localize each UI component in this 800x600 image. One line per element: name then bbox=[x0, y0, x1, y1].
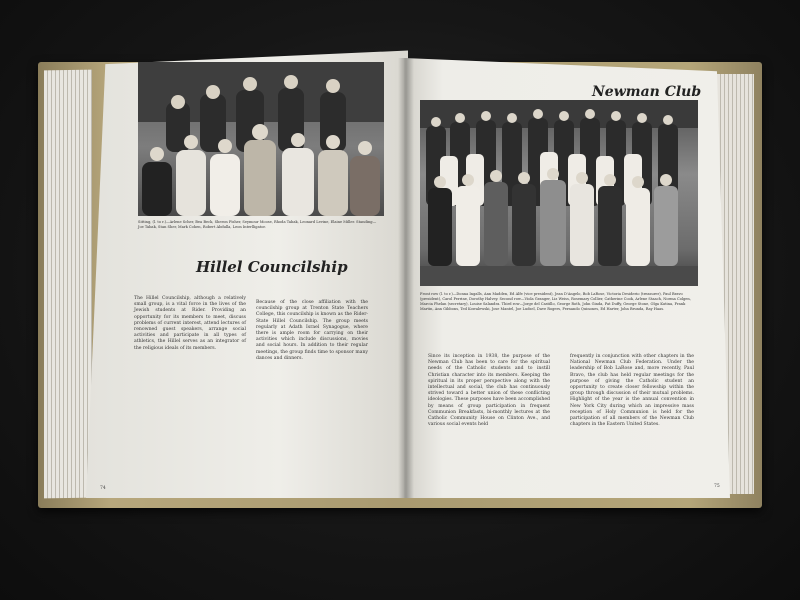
newman-photo-figures bbox=[420, 100, 698, 286]
right-page-number: 75 bbox=[714, 484, 720, 489]
newman-group-photo bbox=[420, 100, 698, 286]
hillel-photo-caption: Sitting, (l. to r.)—Arlene Scher, Bea Beck, Sheron Fisher, Seymour Moose, Rhoda Tabak, Leonard Levine, Elaine Miller. Standing—Joe Tabak, Stan Sher, Mark Cohen, Robert Abdulla, Leon Interlligator. bbox=[138, 220, 377, 229]
hillel-column-1: The Hillel Councilship, although a relatively small group, is a vital force in the lives of the Jewish students at Rider. Providing an opportunity for its members to meet, discuss problems of current interest, attend lectures of renowned guest speakers, arrange social activities and participate in all types of athletics, the Hillel serves as an integrator of the religious ideals of its members. bbox=[134, 296, 246, 351]
book-gutter bbox=[398, 58, 414, 498]
hillel-title: Hillel Councilship bbox=[196, 258, 348, 276]
newman-column-2: frequently in conjunction with other chapters in the National Newman Club Federation. Under the leadership of Bob LaRose and, more recently, Paul Bravo, the club has held regular meetings for the purpose of giving the Catholic student an opportunity to create closer fellowship within the group through discussion of their mutual problems. Highlight of the year is the annual convention in New York City during which an impressive mass reception of Holy Communion is held for the participation of all members of the Newman Club chapters in the Eastern United States. bbox=[570, 354, 694, 428]
hillel-group-photo bbox=[138, 62, 384, 216]
newman-photo-caption: Front row (l. to r.)—Donna Ingalls, Ann Madden, Ed Alfe (vice president), Jean D'Angelo, Bob LaRose, Victoria Desiderio (treasurer), Paul Bravo (president), Carol Perrine, Dorothy Halvey. Second row—Viola Granger, Liz Weiss, Rosemary Collier, Catherine Cook, Arlene Staach, Norma Colgen, Marcia Phelan (secretary), Louise Salandra. Third row—Jorge del Castillo, George Roth, John Ginda, Pat Duffy, George Stone, Olga Kutina, Frank Martin, Ann Gibbons, Ted Kowalewski, Jose Mantel, Joe Ludsel, Dave Rogers, Fernando Quinones, Ed Harter, John Brunda, Ray Haas. bbox=[420, 292, 691, 311]
newman-column-1: Since its inception in 1938, the purpose of the Newman Club has been to care for the spiritual needs of the Catholic students and to instill Christian character into its members. Keeping the spiritual in its proper perspective along with the intellectual and social, the club has continuously strived toward a better union of these conflicting ideologies. These purposes have been accomplished by means of group participation in frequent Communion Breakfasts, bi-monthly lectures at the Catholic Community House on Clinton Ave., and various social events held bbox=[428, 354, 550, 428]
hillel-photo-figures bbox=[138, 62, 384, 216]
hillel-column-2: Because of the close affiliation with the councilship group at Trenton State Teachers College, this councilship is known as the Rider-State Hillel Councilship. The group meets regularly at Adath Israel Synagogue, where there is ample room for carrying on their activities which include discussions, movies and social hours. In addition to their regular meetings, the group finds time to sponsor many dances and dinners. bbox=[256, 300, 368, 361]
page-edges-left bbox=[44, 70, 92, 499]
left-page-number: 74 bbox=[100, 486, 106, 491]
newman-title: Newman Club bbox=[592, 84, 702, 100]
